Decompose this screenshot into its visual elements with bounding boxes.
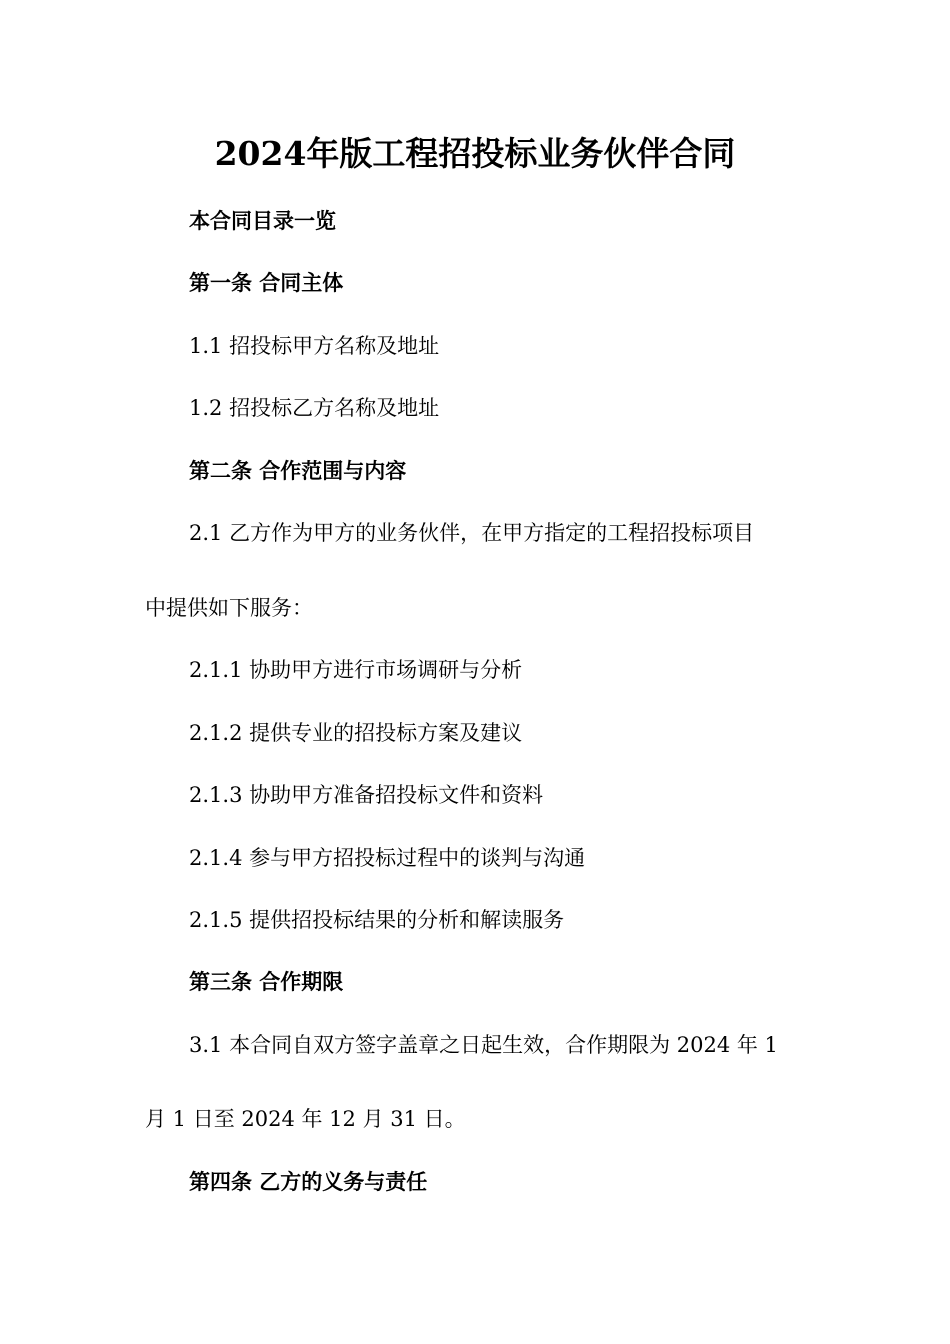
clause-2-1-3: 2.1.3 协助甲方准备招投标文件和资料 — [189, 783, 544, 807]
document-title: 2024年版工程招投标业务伙伴合同 — [214, 134, 736, 173]
clause-2-1-5: 2.1.5 提供招投标结果的分析和解读服务 — [189, 908, 565, 932]
article-4-heading: 第四条 乙方的义务与责任 — [189, 1169, 428, 1194]
article-3-heading: 第三条 合作期限 — [189, 969, 344, 994]
clause-2-1-continued: 中提供如下服务： — [145, 596, 313, 620]
clause-1-1: 1.1 招投标甲方名称及地址 — [189, 334, 440, 358]
article-2-heading: 第二条 合作范围与内容 — [189, 458, 407, 483]
clause-2-1-4: 2.1.4 参与甲方招投标过程中的谈判与沟通 — [189, 846, 586, 870]
clause-3-1-continued: 月 1 日至 2024 年 12 月 31 日。 — [145, 1107, 466, 1131]
toc-heading: 本合同目录一览 — [189, 208, 336, 233]
clause-1-2: 1.2 招投标乙方名称及地址 — [189, 396, 440, 420]
article-1-heading: 第一条 合同主体 — [189, 270, 344, 295]
clause-2-1-1: 2.1.1 协助甲方进行市场调研与分析 — [189, 658, 523, 682]
clause-2-1-2: 2.1.2 提供专业的招投标方案及建议 — [189, 721, 523, 745]
clause-3-1: 3.1 本合同自双方签字盖章之日起生效，合作期限为 2024 年 1 — [189, 1033, 778, 1057]
clause-2-1: 2.1 乙方作为甲方的业务伙伴，在甲方指定的工程招投标项目 — [189, 521, 755, 545]
